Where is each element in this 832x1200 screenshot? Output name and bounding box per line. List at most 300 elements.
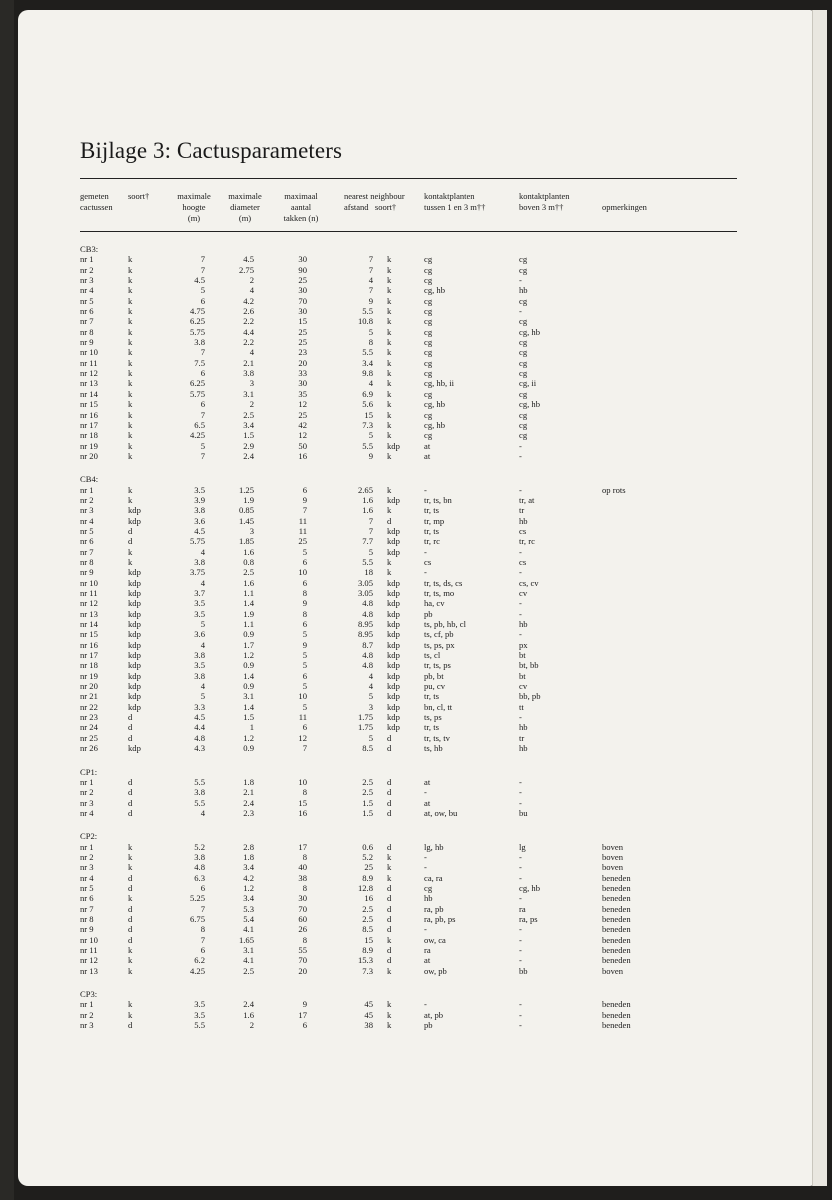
cell-nn-afstand: 5.5	[362, 440, 373, 451]
table-row	[18, 966, 814, 976]
cell-soort: k	[128, 419, 133, 430]
cell-takken: 8	[302, 934, 307, 945]
cell-nn-afstand: 5.6	[362, 399, 373, 410]
cell-kontakt-tussen: tr, ts, tv	[424, 732, 450, 743]
cell-nn-soort: k	[387, 1020, 392, 1031]
table-row	[18, 358, 814, 368]
col-header-hoogte: maximale hoogte (m)	[177, 191, 211, 223]
group-spacer	[18, 976, 814, 989]
cell-takken: 9	[302, 999, 307, 1010]
cell-soort: kdp	[128, 619, 141, 630]
cell-kontakt-boven: tr, rc	[519, 536, 535, 547]
cell-hoogte: 7	[200, 450, 205, 461]
cell-soort: kdp	[128, 681, 141, 692]
cell-nn-soort: k	[387, 316, 392, 327]
cell-hoogte: 3.6	[194, 515, 205, 526]
cell-kontakt-tussen: ts, ps, px	[424, 639, 455, 650]
cell-takken: 10	[298, 691, 307, 702]
cell-hoogte: 6.25	[189, 378, 205, 389]
cell-soort: k	[128, 851, 133, 862]
cell-nn-afstand: 4.8	[362, 608, 373, 619]
cell-kontakt-boven: px	[519, 639, 528, 650]
table-row	[18, 671, 814, 681]
cell-cactus-id: nr 14	[80, 619, 98, 630]
cell-diameter: 3.4	[243, 419, 254, 430]
cell-diameter: 2.75	[238, 264, 254, 275]
cell-diameter: 5.4	[243, 913, 254, 924]
cell-nn-afstand: 5	[368, 691, 373, 702]
cell-hoogte: 8	[200, 924, 205, 935]
cell-nn-soort: kdp	[387, 691, 400, 702]
cell-kontakt-tussen: tr, ts, ds, cs	[424, 577, 463, 588]
cell-diameter: 2.8	[243, 841, 254, 852]
cell-soort: d	[128, 722, 133, 733]
cell-diameter: 1.6	[243, 1009, 254, 1020]
cell-kontakt-boven: hb	[519, 285, 528, 296]
cell-cactus-id: nr 3	[80, 1020, 94, 1031]
cell-takken: 26	[298, 924, 307, 935]
group-heading	[18, 244, 814, 254]
cell-opmerkingen: beneden	[602, 1020, 631, 1031]
cell-takken: 6	[302, 670, 307, 681]
cell-nn-soort: d	[387, 841, 392, 852]
cell-kontakt-tussen: cg, hb	[424, 285, 446, 296]
cell-takken: 5	[302, 681, 307, 692]
cell-opmerkingen: beneden	[602, 903, 631, 914]
cell-diameter: 1.45	[238, 515, 254, 526]
cell-soort: k	[128, 556, 133, 567]
table-row	[18, 516, 814, 526]
header-bottom-rule	[80, 231, 737, 232]
cell-kontakt-tussen: lg, hb	[424, 841, 444, 852]
cell-nn-soort: k	[387, 567, 392, 578]
table-row	[18, 808, 814, 818]
cell-kontakt-boven: cv	[519, 681, 528, 692]
cell-diameter: 0.8	[243, 556, 254, 567]
cell-nn-soort: k	[387, 337, 392, 348]
table-row	[18, 702, 814, 712]
cell-nn-soort: k	[387, 999, 392, 1010]
cell-diameter: 2.5	[243, 965, 254, 976]
group-heading	[18, 831, 814, 841]
table-row	[18, 733, 814, 743]
cell-kontakt-tussen: cg	[424, 347, 433, 358]
cell-takken: 6	[302, 556, 307, 567]
cell-kontakt-boven: cs	[519, 525, 527, 536]
cell-kontakt-tussen: cg	[424, 275, 433, 286]
cell-cactus-id: nr 23	[80, 712, 98, 723]
cell-kontakt-tussen: tr, ts	[424, 722, 439, 733]
cell-opmerkingen: boven	[602, 851, 624, 862]
cell-soort: k	[128, 275, 133, 286]
table-row	[18, 316, 814, 326]
cell-kontakt-boven: tt	[519, 701, 524, 712]
cell-diameter: 4	[249, 285, 254, 296]
cell-nn-afstand: 5	[368, 326, 373, 337]
table-row	[18, 327, 814, 337]
cell-nn-afstand: 1.75	[357, 712, 373, 723]
cell-nn-soort: d	[387, 797, 392, 808]
cell-kontakt-boven: -	[519, 924, 522, 935]
cell-kontakt-boven: -	[519, 306, 522, 317]
cell-soort: d	[128, 776, 133, 787]
cell-cactus-id: nr 25	[80, 732, 98, 743]
cell-diameter: 2.6	[243, 306, 254, 317]
cell-kontakt-tussen: cg	[424, 316, 433, 327]
cell-takken: 12	[298, 430, 307, 441]
cell-diameter: 0.85	[238, 505, 254, 516]
cell-soort: kdp	[128, 691, 141, 702]
table-row	[18, 798, 814, 808]
cell-kontakt-tussen: tr, ts, mo	[424, 588, 455, 598]
cell-cactus-id: nr 17	[80, 419, 98, 430]
table-row	[18, 296, 814, 306]
cell-soort: kdp	[128, 701, 141, 712]
table-row	[18, 640, 814, 650]
cell-diameter: 0.9	[243, 743, 254, 754]
cell-nn-soort: kdp	[387, 670, 400, 681]
cell-diameter: 2	[249, 275, 254, 286]
cell-takken: 10	[298, 567, 307, 578]
cell-nn-soort: d	[387, 776, 392, 787]
cell-kontakt-boven: -	[519, 567, 522, 578]
table-row	[18, 526, 814, 536]
cell-soort: k	[128, 430, 133, 441]
cell-cactus-id: nr 3	[80, 862, 94, 873]
cell-cactus-id: nr 6	[80, 536, 94, 547]
cell-cactus-id: nr 2	[80, 264, 94, 275]
cell-soort: kdp	[128, 505, 141, 516]
group-label: CP1:	[80, 766, 98, 777]
cell-cactus-id: nr 26	[80, 743, 98, 754]
cell-cactus-id: nr 2	[80, 851, 94, 862]
cell-diameter: 1.2	[243, 882, 254, 893]
cell-nn-afstand: 5.5	[362, 347, 373, 358]
cell-cactus-id: nr 1	[80, 999, 94, 1010]
cell-hoogte: 4.3	[194, 743, 205, 754]
cell-hoogte: 3.8	[194, 670, 205, 681]
cell-nn-soort: k	[387, 872, 392, 883]
cell-hoogte: 4	[200, 546, 205, 557]
cell-soort: k	[128, 378, 133, 389]
table-row	[18, 495, 814, 505]
cell-hoogte: 6.5	[194, 419, 205, 430]
group-label: CP2:	[80, 831, 98, 842]
cell-cactus-id: nr 19	[80, 440, 98, 451]
col-header-diameter: maximale diameter (m)	[228, 191, 262, 223]
cell-kontakt-boven: -	[519, 893, 522, 904]
cell-kontakt-tussen: -	[424, 862, 427, 873]
cell-soort: d	[128, 1020, 133, 1031]
cell-nn-afstand: 4	[368, 275, 373, 286]
cell-cactus-id: nr 11	[80, 945, 98, 955]
table-row	[18, 955, 814, 965]
cell-nn-afstand: 8.5	[362, 924, 373, 935]
cell-kontakt-boven: cg, hb	[519, 882, 541, 893]
cell-diameter: 0.9	[243, 660, 254, 671]
cell-kontakt-tussen: -	[424, 924, 427, 935]
cell-kontakt-boven: cg	[519, 264, 528, 275]
cell-kontakt-tussen: tr, ts	[424, 505, 439, 516]
group-heading	[18, 474, 814, 484]
cell-kontakt-tussen: ts, ps	[424, 712, 442, 723]
cell-diameter: 3	[249, 378, 254, 389]
cell-kontakt-tussen: ra	[424, 945, 431, 955]
cell-kontakt-tussen: cg	[424, 368, 433, 379]
cell-diameter: 4.1	[243, 955, 254, 966]
cell-takken: 90	[298, 264, 307, 275]
cell-soort: d	[128, 903, 133, 914]
cell-diameter: 2	[249, 399, 254, 410]
cell-kontakt-boven: -	[519, 712, 522, 723]
cell-nn-soort: k	[387, 357, 392, 368]
cell-takken: 25	[298, 326, 307, 337]
table-row	[18, 873, 814, 883]
cell-kontakt-boven: hb	[519, 619, 528, 630]
cell-hoogte: 4.25	[189, 430, 205, 441]
cell-cactus-id: nr 1	[80, 254, 94, 265]
cell-soort: k	[128, 295, 133, 306]
cell-takken: 6	[302, 577, 307, 588]
cell-kontakt-boven: -	[519, 629, 522, 640]
cell-nn-afstand: 15	[364, 409, 373, 420]
group-label: CB3:	[80, 244, 99, 254]
cell-kontakt-tussen: cg, hb	[424, 419, 446, 430]
cell-cactus-id: nr 15	[80, 399, 98, 410]
cell-diameter: 3.4	[243, 862, 254, 873]
cell-nn-afstand: 15.3	[357, 955, 373, 966]
cell-nn-afstand: 7	[368, 285, 373, 296]
cell-opmerkingen: beneden	[602, 999, 631, 1010]
table-row	[18, 650, 814, 660]
cell-takken: 30	[298, 254, 307, 265]
cell-nn-afstand: 7.3	[362, 965, 373, 976]
table-row	[18, 389, 814, 399]
cell-nn-afstand: 16	[364, 893, 373, 904]
col-header-cactus: gemeten cactussen	[80, 191, 113, 212]
cell-hoogte: 4	[200, 807, 205, 818]
cell-takken: 8	[302, 787, 307, 798]
cell-kontakt-tussen: at	[424, 797, 431, 808]
cell-kontakt-boven: tr	[519, 505, 525, 516]
group-heading	[18, 767, 814, 777]
cell-kontakt-tussen: -	[424, 567, 427, 578]
cell-cactus-id: nr 18	[80, 660, 98, 671]
cell-nn-soort: d	[387, 945, 392, 955]
cell-nn-soort: k	[387, 965, 392, 976]
cell-cactus-id: nr 5	[80, 882, 94, 893]
cell-nn-soort: kdp	[387, 536, 400, 547]
cell-hoogte: 7	[200, 254, 205, 265]
cell-nn-soort: k	[387, 430, 392, 441]
cell-kontakt-tussen: -	[424, 999, 427, 1010]
cell-takken: 9	[302, 639, 307, 650]
table-row	[18, 588, 814, 598]
cell-nn-afstand: 5	[368, 430, 373, 441]
cell-kontakt-boven: ra, ps	[519, 913, 538, 924]
cell-hoogte: 3.8	[194, 337, 205, 348]
cell-nn-afstand: 2.5	[362, 913, 373, 924]
cell-diameter: 2.9	[243, 440, 254, 451]
table-row	[18, 378, 814, 388]
cell-nn-soort: k	[387, 295, 392, 306]
cell-kontakt-boven: cg, hb	[519, 326, 541, 337]
cell-takken: 25	[298, 409, 307, 420]
cell-hoogte: 7	[200, 264, 205, 275]
cell-kontakt-tussen: at	[424, 450, 431, 461]
cell-kontakt-boven: -	[519, 440, 522, 451]
cell-cactus-id: nr 8	[80, 556, 94, 567]
cell-cactus-id: nr 13	[80, 965, 98, 976]
cell-cactus-id: nr 7	[80, 546, 94, 557]
cell-cactus-id: nr 17	[80, 650, 98, 661]
cell-kontakt-tussen: -	[424, 484, 427, 495]
cell-kontakt-tussen: ra, pb	[424, 903, 444, 914]
cell-diameter: 1.7	[243, 639, 254, 650]
cell-takken: 5	[302, 546, 307, 557]
cell-soort: k	[128, 1009, 133, 1020]
col-header-kontakt-boven: kontaktplanten boven 3 m††	[519, 191, 570, 212]
cell-kontakt-tussen: cs	[424, 556, 432, 567]
cell-kontakt-tussen: tr, ts, bn	[424, 494, 452, 505]
cell-diameter: 4	[249, 347, 254, 358]
cell-hoogte: 3.7	[194, 588, 205, 598]
cell-cactus-id: nr 9	[80, 337, 94, 348]
cell-kontakt-tussen: -	[424, 787, 427, 798]
cell-diameter: 2.2	[243, 316, 254, 327]
cell-takken: 15	[298, 316, 307, 327]
cell-kontakt-boven: -	[519, 275, 522, 286]
cell-kontakt-boven: cs	[519, 556, 527, 567]
cell-nn-soort: k	[387, 326, 392, 337]
cell-kontakt-boven: bu	[519, 807, 528, 818]
cell-cactus-id: nr 5	[80, 295, 94, 306]
cell-hoogte: 5.75	[189, 326, 205, 337]
cell-soort: kdp	[128, 515, 141, 526]
cell-hoogte: 5.75	[189, 536, 205, 547]
cell-takken: 6	[302, 1020, 307, 1031]
cell-nn-afstand: 5.5	[362, 306, 373, 317]
table-row	[18, 842, 814, 852]
cell-nn-soort: d	[387, 903, 392, 914]
cell-kontakt-boven: cg	[519, 357, 528, 368]
cell-kontakt-tussen: ha, cv	[424, 598, 445, 609]
cell-nn-afstand: 6.9	[362, 388, 373, 399]
cell-diameter: 3.4	[243, 893, 254, 904]
cell-nn-soort: kdp	[387, 525, 400, 536]
cell-kontakt-boven: -	[519, 934, 522, 945]
table-row	[18, 629, 814, 639]
cell-takken: 6	[302, 722, 307, 733]
cell-kontakt-tussen: pb	[424, 608, 433, 619]
cell-nn-soort: kdp	[387, 712, 400, 723]
cell-cactus-id: nr 15	[80, 629, 98, 640]
cell-soort: d	[128, 934, 133, 945]
cell-kontakt-boven: cv	[519, 588, 528, 598]
table-row	[18, 265, 814, 275]
cell-diameter: 1.6	[243, 546, 254, 557]
cell-soort: k	[128, 841, 133, 852]
cell-nn-afstand: 8.9	[362, 872, 373, 883]
cell-soort: kdp	[128, 608, 141, 619]
col-header-kontakt-tussen: kontaktplanten tussen 1 en 3 m††	[424, 191, 486, 212]
cell-kontakt-tussen: at	[424, 955, 431, 966]
cell-cactus-id: nr 2	[80, 494, 94, 505]
cell-kontakt-tussen: cg	[424, 295, 433, 306]
table-row	[18, 852, 814, 862]
cell-kontakt-tussen: tr, ts, ps	[424, 660, 451, 671]
cell-takken: 5	[302, 650, 307, 661]
cell-diameter: 2.1	[243, 787, 254, 798]
cell-kontakt-tussen: ts, cf, pb	[424, 629, 454, 640]
cell-nn-soort: d	[387, 807, 392, 818]
cell-nn-soort: kdp	[387, 639, 400, 650]
cell-cactus-id: nr 4	[80, 515, 94, 526]
table-row	[18, 1020, 814, 1030]
page	[18, 10, 814, 1186]
cell-diameter: 3	[249, 525, 254, 536]
cell-nn-afstand: 8.9	[362, 945, 373, 955]
cell-kontakt-tussen: pu, cv	[424, 681, 446, 692]
cell-kontakt-boven: bt	[519, 650, 526, 661]
cell-nn-soort: k	[387, 450, 392, 461]
cell-soort: k	[128, 440, 133, 451]
table-row	[18, 904, 814, 914]
cell-cactus-id: nr 11	[80, 357, 98, 368]
cell-soort: k	[128, 285, 133, 296]
cell-takken: 25	[298, 275, 307, 286]
cell-kontakt-tussen: ra, pb, ps	[424, 913, 456, 924]
cell-cactus-id: nr 7	[80, 316, 94, 327]
cell-takken: 6	[302, 484, 307, 495]
cell-nn-soort: kdp	[387, 660, 400, 671]
cell-hoogte: 4.4	[194, 722, 205, 733]
table-row	[18, 578, 814, 588]
group-heading	[18, 989, 814, 999]
cell-diameter: 1.85	[238, 536, 254, 547]
cell-kontakt-boven: hb	[519, 722, 528, 733]
cell-cactus-id: nr 12	[80, 368, 98, 379]
cell-cactus-id: nr 7	[80, 903, 94, 914]
cell-nn-soort: k	[387, 378, 392, 389]
cell-nn-afstand: 10.8	[357, 316, 373, 327]
cell-takken: 5	[302, 660, 307, 671]
cell-nn-soort: k	[387, 275, 392, 286]
cell-kontakt-tussen: cg	[424, 306, 433, 317]
table-row	[18, 743, 814, 753]
cell-diameter: 3.1	[243, 388, 254, 399]
cell-kontakt-tussen: -	[424, 546, 427, 557]
cell-soort: k	[128, 326, 133, 337]
cell-diameter: 1.4	[243, 598, 254, 609]
cell-hoogte: 6.3	[194, 872, 205, 883]
cell-hoogte: 3.8	[194, 787, 205, 798]
cell-cactus-id: nr 10	[80, 934, 98, 945]
cell-opmerkingen: op rots	[602, 484, 626, 495]
cell-nn-soort: kdp	[387, 701, 400, 712]
cell-opmerkingen: beneden	[602, 955, 631, 966]
cell-kontakt-tussen: tr, ts	[424, 691, 439, 702]
cell-diameter: 2.5	[243, 409, 254, 420]
cell-kontakt-tussen: cg	[424, 430, 433, 441]
cell-soort: k	[128, 999, 133, 1010]
cell-nn-afstand: 7	[368, 525, 373, 536]
cell-kontakt-boven: cg	[519, 430, 528, 441]
cell-kontakt-boven: -	[519, 851, 522, 862]
cell-soort: k	[128, 409, 133, 420]
cell-hoogte: 5.5	[194, 1020, 205, 1031]
cell-hoogte: 4.8	[194, 732, 205, 743]
